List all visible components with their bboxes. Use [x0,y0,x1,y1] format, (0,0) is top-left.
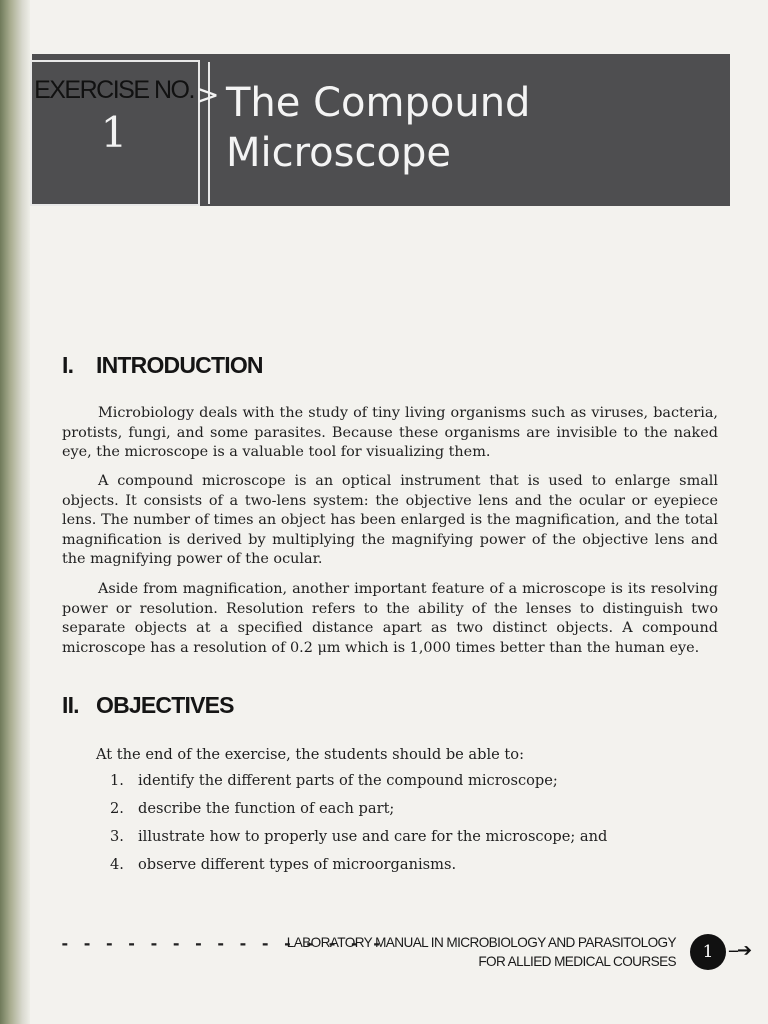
book-spine-shadow [0,0,30,1024]
section-title: OBJECTIVES [96,692,234,718]
page-title [226,78,726,178]
exercise-number: 1 [100,108,128,157]
arrow-right-icon: --➔ [728,940,751,961]
section-number: II. [62,692,79,718]
footer-line-2: FOR ALLIED MEDICAL COURSES [478,954,676,969]
intro-paragraph-2: A compound microscope is an optical instrument that is used to enlarge small objects. It consists of a two-lens system: the objective lens and the ocular or eyepiece lens. The number of times an object has been enlarged is the magnification, and the total magnification is derived by multiplying the magnifying power of the objective lens and the magnifying power of the ocular. [62,473,718,568]
footer-dashed-rule: - - - - - - - - - - - - - - - [60,934,383,953]
list-item: 3. illustrate how to properly use and care for the microscope; and [110,828,608,845]
page-number: 1 [690,934,726,970]
list-item: 2. describe the function of each part; [110,800,395,817]
objectives-intro: At the end of the exercise, the students should be able to: [96,746,524,763]
intro-paragraph-3: Aside from magnification, another important feature of a microscope is its resolving power or resolution. Resolution refers to the ability of the lenses to distinguish two separate objects at a specified distance apart as two distinct objects. A compound microscope has a resolution of 0.2 μm which is 1,000 times better than the human eye. [62,581,718,656]
exercise-label: EXERCISE NO. [34,76,194,104]
title-line-1: The Compound [226,80,531,126]
introduction-heading [62,352,263,379]
title-line-2: Microscope [226,130,451,176]
objectives-heading [62,692,234,719]
list-item: 4. observe different types of microorganisms. [110,856,457,873]
footer-line-1: LABORATORY MANUAL IN MICROBIOLOGY AND PARASITOLOGY [286,935,676,950]
intro-paragraph-1: Microbiology deals with the study of tiny living organisms such as viruses, bacteria, protists, fungi, and some parasites. Because these organisms are invisible to the naked eye, the microscope is a valuable tool for visualizing them. [62,405,718,461]
list-item: 1. identify the different parts of the compound microscope; [110,772,558,789]
chevron-right-icon: > [196,78,220,111]
footer-text [270,933,676,971]
section-number: I. [62,352,74,378]
section-title: INTRODUCTION [96,352,263,378]
objectives-list [110,770,607,882]
